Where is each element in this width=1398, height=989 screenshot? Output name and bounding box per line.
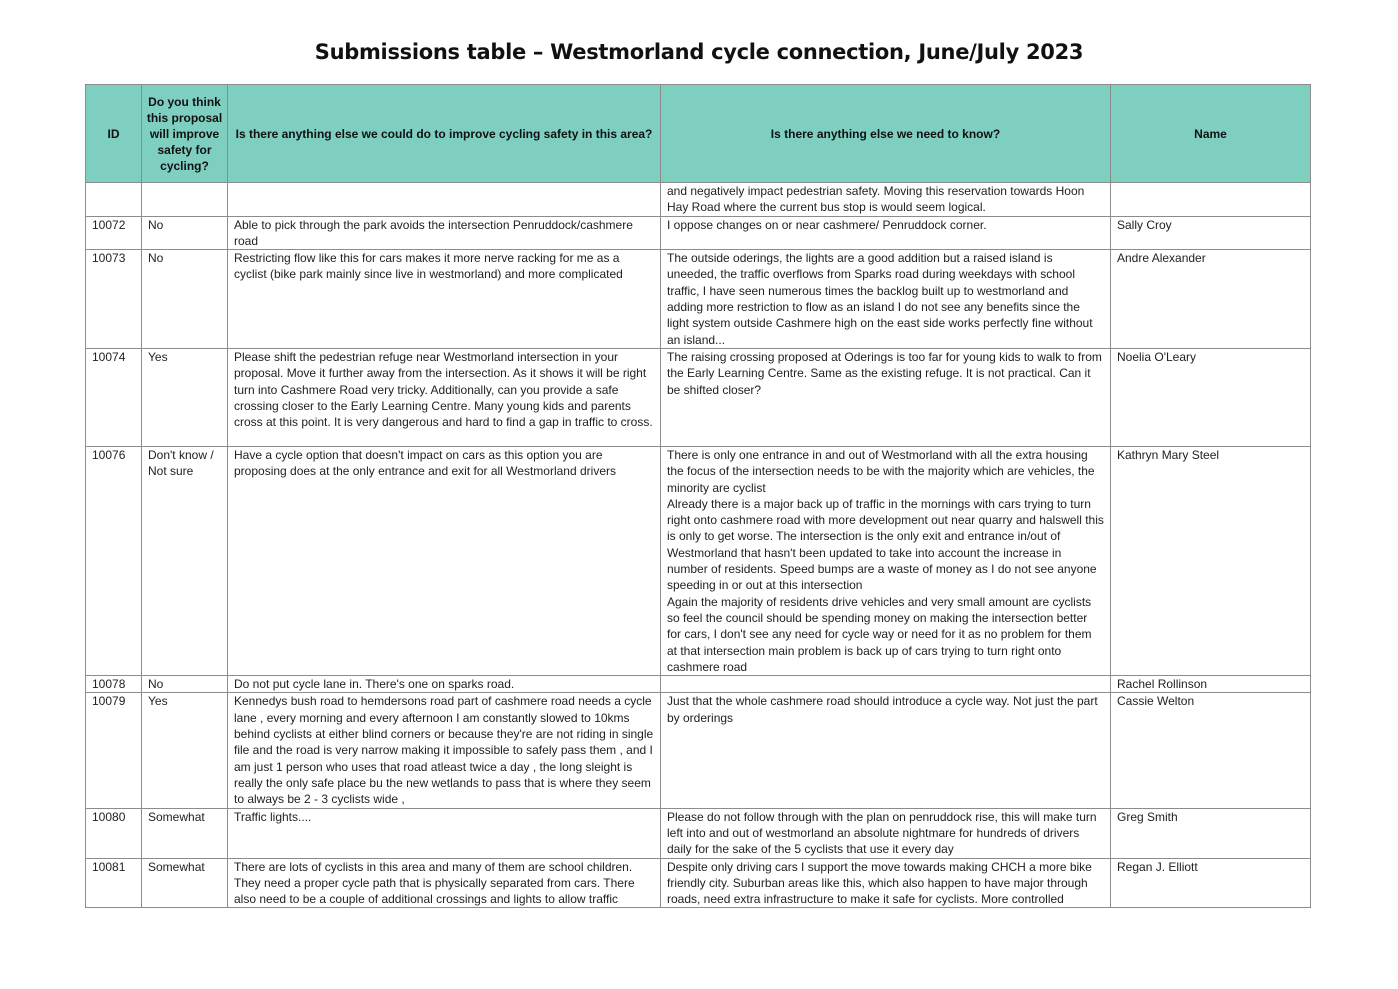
cell-name: Rachel Rollinson xyxy=(1111,676,1311,693)
table-row xyxy=(86,676,1311,693)
cell-id xyxy=(86,183,142,217)
cell-name: Sally Croy xyxy=(1111,216,1311,250)
column-header-id: ID xyxy=(86,85,142,183)
table-row xyxy=(86,216,1311,250)
cell-id: 10074 xyxy=(86,348,142,446)
cell-suggestion: Able to pick through the park avoids the intersection Penruddock/cashmere road xyxy=(228,216,661,250)
cell-other: Just that the whole cashmere road should introduce a cycle way. Not just the part by orderings xyxy=(661,693,1111,808)
cell-improve: No xyxy=(142,250,228,349)
table-row xyxy=(86,808,1311,858)
cell-id: 10078 xyxy=(86,676,142,693)
column-header-name: Name xyxy=(1111,85,1311,183)
cell-name: Regan J. Elliott xyxy=(1111,858,1311,908)
table-row xyxy=(86,693,1311,808)
cell-name: Cassie Welton xyxy=(1111,693,1311,808)
cell-name xyxy=(1111,183,1311,217)
column-header-improve-safety: Do you think this proposal will improve safety for cycling? xyxy=(142,85,228,183)
cell-improve: Yes xyxy=(142,348,228,446)
cell-suggestion: Kennedys bush road to hemdersons road part of cashmere road needs a cycle lane , every morning and every afternoon I am constantly slowed to 10kms behind cyclists at either blind corners or because they're are not riding in single file and the road is very narrow making it impossible to safely pass them , and I am just 1 person who uses that road atleast twice a day , the long sleight is really the only safe place bu the new wetlands to pass that is where they seem to always be 2 - 3 cyclists wide , xyxy=(228,693,661,808)
cell-suggestion: Do not put cycle lane in. There's one on sparks road. xyxy=(228,676,661,693)
table-row xyxy=(86,250,1311,349)
cell-name: Kathryn Mary Steel xyxy=(1111,446,1311,675)
cell-other: Please do not follow through with the plan on penruddock rise, this will make turn left into and out of westmorland an absolute nightmare for hundreds of drivers daily for the sake of the 5 cyclists that use it every day xyxy=(661,808,1111,858)
cell-suggestion: Please shift the pedestrian refuge near Westmorland intersection in your proposal. Move it further away from the intersection. As it shows it will be right turn into Cashmere Road very tricky. Additionally, can you provide a safe crossing closer to the Early Learning Centre. Many young kids and parents cross at this point. It is very dangerous and hard to find a gap in traffic to cross. xyxy=(228,348,661,446)
cell-name: Noelia O'Leary xyxy=(1111,348,1311,446)
cell-improve: No xyxy=(142,676,228,693)
cell-other: Despite only driving cars I support the move towards making CHCH a more bike friendly city. Suburban areas like this, which also happen to have major through roads, need extra infrastructure to make it safe for cyclists. More controlled xyxy=(661,858,1111,908)
cell-id: 10081 xyxy=(86,858,142,908)
cell-id: 10072 xyxy=(86,216,142,250)
cell-id: 10080 xyxy=(86,808,142,858)
cell-improve: Somewhat xyxy=(142,858,228,908)
cell-improve: Yes xyxy=(142,693,228,808)
cell-improve: Don't know / Not sure xyxy=(142,446,228,675)
cell-improve: Somewhat xyxy=(142,808,228,858)
column-header-suggestion: Is there anything else we could do to improve cycling safety in this area? xyxy=(228,85,661,183)
cell-suggestion: Traffic lights.... xyxy=(228,808,661,858)
cell-name: Greg Smith xyxy=(1111,808,1311,858)
table-header-row xyxy=(86,85,1311,183)
cell-id: 10076 xyxy=(86,446,142,675)
column-header-other-info: Is there anything else we need to know? xyxy=(661,85,1111,183)
cell-id: 10079 xyxy=(86,693,142,808)
cell-suggestion xyxy=(228,183,661,217)
cell-suggestion: There are lots of cyclists in this area and many of them are school children. They need a proper cycle path that is physically separated from cars. There also need to be a couple of additional crossings and lights to allow traffic xyxy=(228,858,661,908)
cell-other: I oppose changes on or near cashmere/ Penruddock corner. xyxy=(661,216,1111,250)
table-row xyxy=(86,446,1311,675)
cell-other: The raising crossing proposed at Oderings is too far for young kids to walk to from the Early Learning Centre. Same as the existing refuge. It is not practical. Can it be shifted closer? xyxy=(661,348,1111,446)
table-row xyxy=(86,858,1311,908)
cell-other: The outside oderings, the lights are a good addition but a raised island is uneeded, the traffic overflows from Sparks road during weekdays with school traffic, I have seen numerous times the backlog built up to westmorland and adding more restriction to flow as an island I do not see any benefits since the light system outside Cashmere high on the east side works perfectly fine without an island... xyxy=(661,250,1111,349)
cell-other: and negatively impact pedestrian safety. Moving this reservation towards Hoon Hay Road where the current bus stop is would seem logical. xyxy=(661,183,1111,217)
cell-other: There is only one entrance in and out of Westmorland with all the extra housing the focus of the intersection needs to be with the majority which are vehicles, the minority are cyclist Already there is a major back up of traffic in the mornings with cars trying to turn right onto cashmere road with more development out near quarry and halswell this is only to get worse. The intersection is the only exit and entrance in/out of Westmorland that hasn't been updated to take into account the increase in number of residents. Speed bumps are a waste of money as I do not see anyone speeding in or out at this intersection Again the majority of residents drive vehicles and very small amount are cyclists so feel the council should be spending money on making the intersection better for cars, I don't see any need for cycle way or need for it as no problem for them at that intersection main problem is back up of cars trying to turn right onto cashmere road xyxy=(661,446,1111,675)
page-title: Submissions table – Westmorland cycle connection, June/July 2023 xyxy=(314,40,1084,64)
table-row xyxy=(86,183,1311,217)
cell-suggestion: Restricting flow like this for cars makes it more nerve racking for me as a cyclist (bike park mainly since live in westmorland) and more complicated xyxy=(228,250,661,349)
cell-name: Andre Alexander xyxy=(1111,250,1311,349)
cell-suggestion: Have a cycle option that doesn't impact on cars as this option you are proposing does at the only entrance and exit for all Westmorland drivers xyxy=(228,446,661,675)
submissions-table xyxy=(85,84,1311,908)
table-row xyxy=(86,348,1311,446)
cell-other xyxy=(661,676,1111,693)
cell-improve xyxy=(142,183,228,217)
cell-id: 10073 xyxy=(86,250,142,349)
cell-improve: No xyxy=(142,216,228,250)
